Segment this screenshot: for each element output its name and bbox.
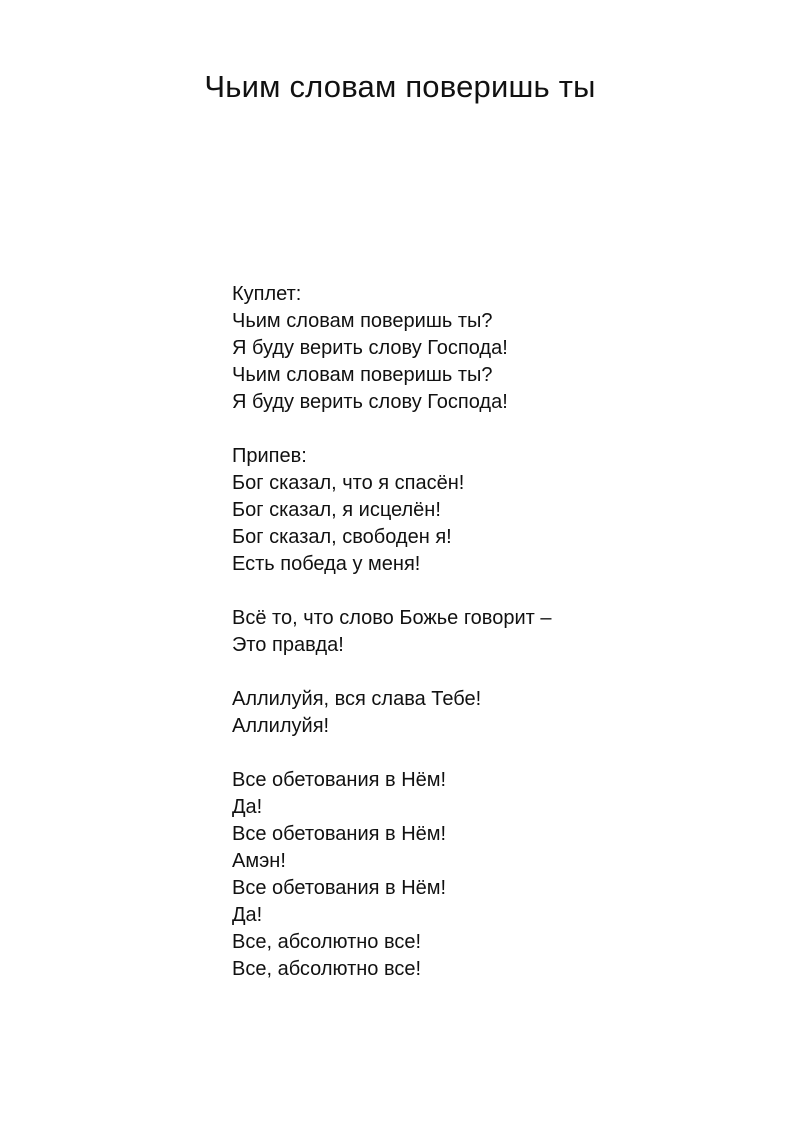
lyric-line: Бог сказал, что я спасён! — [232, 472, 465, 494]
lyric-line: Припев: — [232, 445, 307, 467]
lyric-line: Аллилуйя! — [232, 715, 330, 737]
lyric-line: Все обетования в Нём! — [232, 877, 447, 899]
lyric-line: Чьим словам поверишь ты? — [232, 310, 493, 332]
lyric-line: Все обетования в Нём! — [232, 769, 447, 791]
lyric-line: Все, абсолютно все! — [232, 931, 422, 953]
stanza-promises — [232, 767, 752, 983]
page-title: Чьим словам поверишь ты — [204, 68, 596, 104]
lyric-line: Амэн! — [232, 850, 286, 872]
lyric-line: Я буду верить слову Господа! — [232, 337, 508, 359]
lyric-line: Я буду верить слову Господа! — [232, 391, 508, 413]
lyrics-body — [232, 281, 752, 1010]
stanza-hallelujah — [232, 686, 752, 740]
lyric-line: Все, абсолютно все! — [232, 958, 422, 980]
lyric-line: Да! — [232, 796, 263, 818]
stanza-bridge — [232, 605, 752, 659]
lyric-line: Чьим словам поверишь ты? — [232, 364, 493, 386]
lyric-line: Все обетования в Нём! — [232, 823, 447, 845]
lyric-line: Есть победа у меня! — [232, 553, 421, 575]
lyric-line: Да! — [232, 904, 263, 926]
lyric-line: Это правда! — [232, 634, 344, 656]
stanza-verse — [232, 281, 752, 416]
lyric-line: Куплет: — [232, 283, 302, 305]
lyric-line: Аллилуйя, вся слава Тебе! — [232, 688, 482, 710]
lyric-line: Бог сказал, свободен я! — [232, 526, 452, 548]
lyric-line: Бог сказал, я исцелён! — [232, 499, 441, 521]
lyric-line: Всё то, что слово Божье говорит – — [232, 607, 552, 629]
stanza-chorus — [232, 443, 752, 578]
